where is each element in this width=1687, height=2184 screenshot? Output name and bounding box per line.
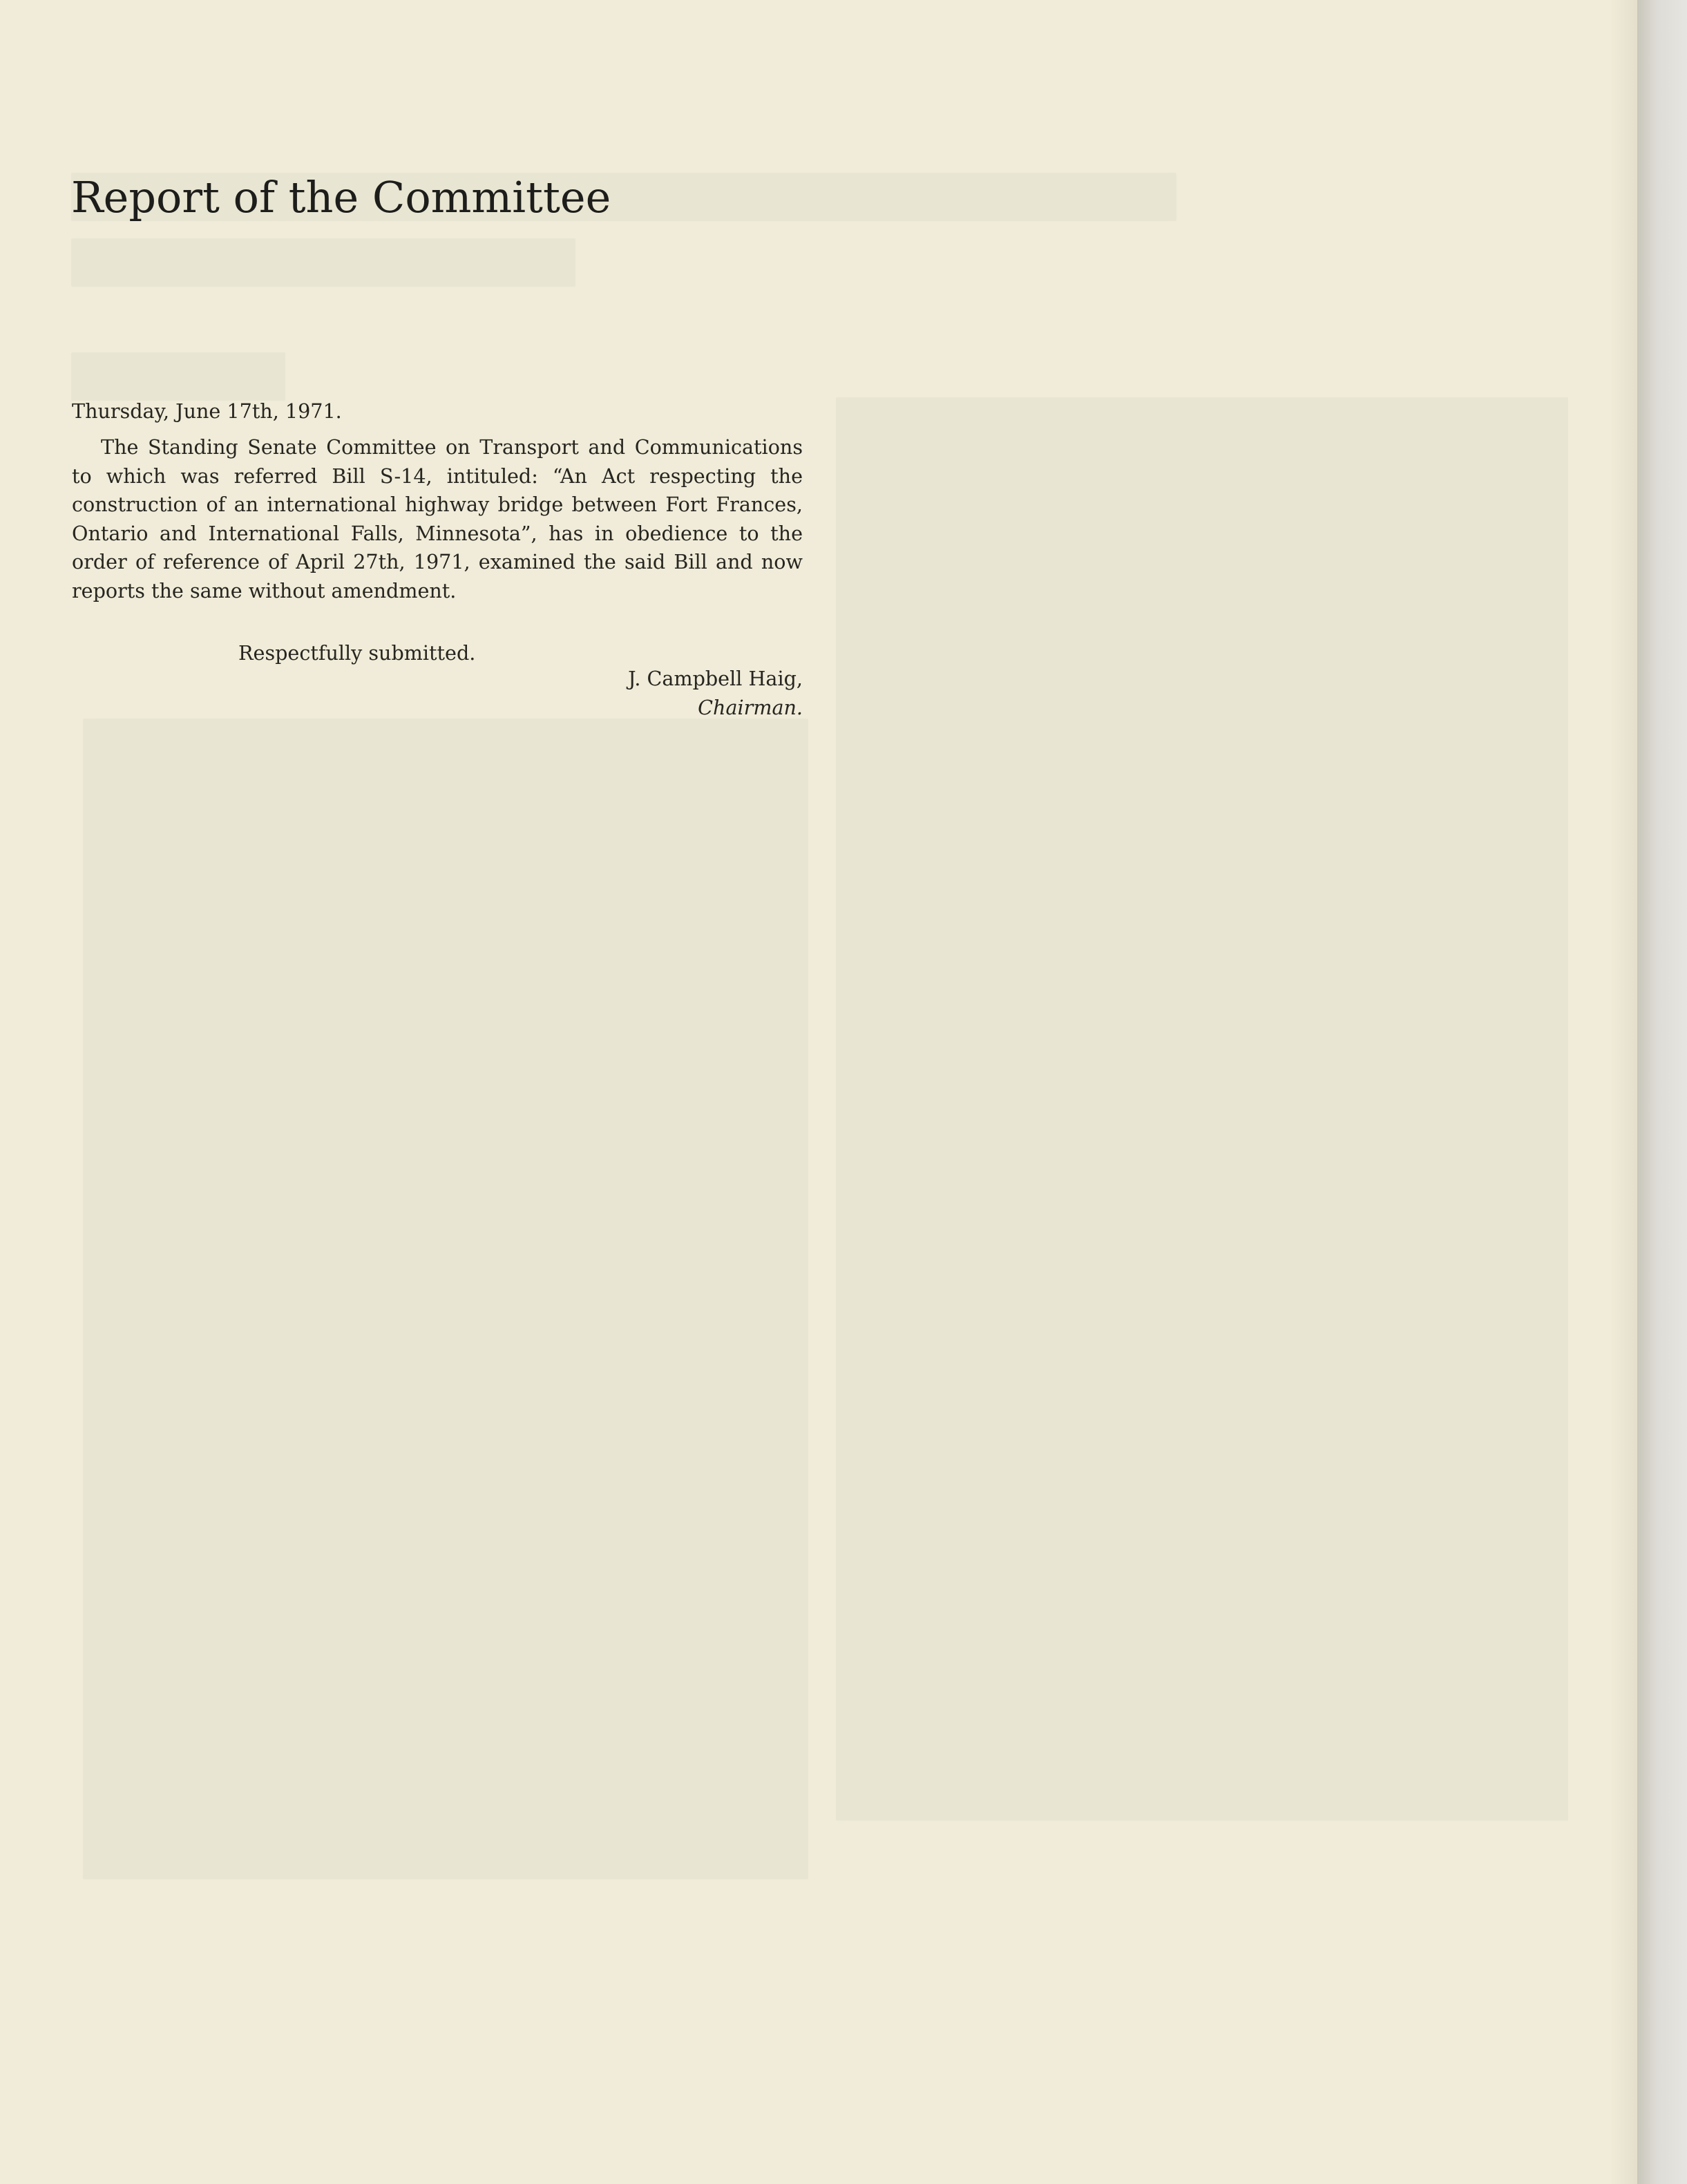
bleed-through-column-left (83, 719, 808, 1879)
signature-block (628, 665, 803, 722)
report-date: Thursday, June 17th, 1971. (72, 399, 342, 423)
signatory-name: J. Campbell Haig, (628, 667, 803, 690)
bleed-through-heading (71, 352, 285, 401)
signatory-title: Chairman. (698, 695, 803, 719)
report-body-paragraph: The Standing Senate Committee on Transport and Communications to which was referred Bill S-14, intituled: “An Act respecting the construction of an international highway bridge between Fort Frances, Ontario and International Falls, Minnesota”, has in obedience to the order of reference of April 27th, 1971, examined the said Bill and now reports the same without amendment. (72, 435, 803, 602)
adjacent-page-edge (1637, 0, 1687, 2184)
bleed-through-heading (71, 238, 575, 287)
bleed-through-column-right (836, 397, 1568, 1821)
page-fold-shadow (1610, 0, 1637, 2184)
page-title: Report of the Committee (71, 172, 611, 222)
closing-line: Respectfully submitted. (238, 641, 476, 665)
